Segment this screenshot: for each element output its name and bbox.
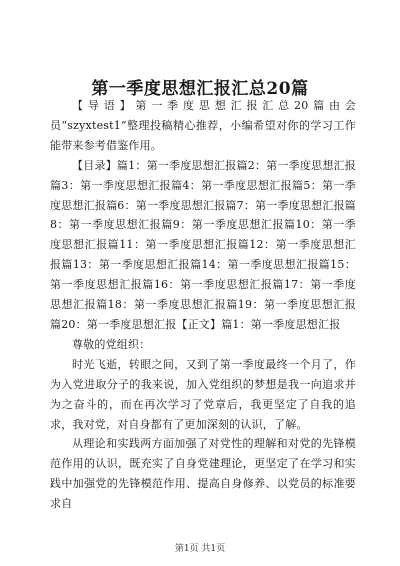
body-paragraph: 时光飞逝，转眼之间，又到了第一季度最终一个月了，作为入党进取分子的我来说，加入党组织的梦想是我一向追求并为之奋斗的，而在再次学习了党章后，我更坚定了自我的追求，我对党，对自身都有了更加深刻的认识，了解。 [50, 357, 356, 431]
body-paragraph: 从理论和实践两方面加强了对党性的理解和对党的先锋模范作用的认识，既充实了自身党建理论，更坚定了在学习和实践中加强党的先锋模范作用、提高自身修养、以党员的标准要求自 [50, 437, 356, 511]
document-body [50, 96, 356, 514]
document-title: 第一季度思想汇报汇总20篇 [91, 79, 309, 99]
page-footer: 第1页 共1页 [174, 544, 226, 554]
intro-paragraph: 【导语】第一季度思想汇报汇总20篇由会员“szyxtest1”整理投稿精心推荐，小编希望对你的学习工作能带来参考借鉴作用。 [50, 99, 356, 152]
table-of-contents-paragraph: 【目录】篇1：第一季度思想汇报篇2：第一季度思想汇报篇3：第一季度思想汇报篇4：第一季度思想汇报篇5：第一季度思想汇报篇6：第一季度思想汇报篇7：第一季度思想汇报篇8：第一季度思想汇报篇9：第一季度思想汇报篇10：第一季度思想汇报篇11：第一季度思想汇报篇12：第一季度思想汇报篇13：第一季度思想汇报篇14：第一季度思想汇报篇15：第一季度思想汇报篇16：第一季度思想汇报篇17：第一季度思想汇报篇18：第一季度思想汇报篇19：第一季度思想汇报篇20：第一季度思想汇报【正文】篇1：第一季度思想汇报 [50, 158, 356, 331]
salutation-paragraph: 尊敬的党组织： [72, 337, 151, 351]
